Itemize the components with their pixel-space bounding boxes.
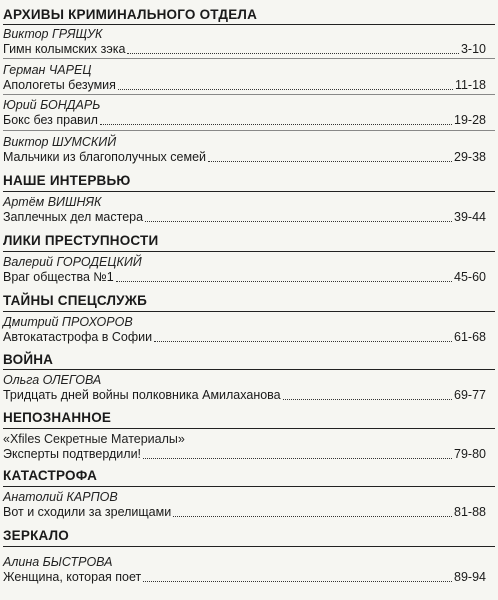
entry-divider — [3, 58, 495, 59]
section-interview — [0, 173, 498, 189]
entry-pages: 3-10 — [460, 42, 486, 56]
section-divider — [3, 546, 495, 547]
entry-divider — [3, 130, 495, 131]
section-title: ЗЕРКАЛО — [3, 528, 69, 543]
entry-line — [3, 42, 486, 57]
section-divider — [3, 486, 495, 487]
dot-leader — [127, 53, 459, 54]
section-title: ВОЙНА — [3, 352, 54, 367]
section-catastrophe — [0, 468, 498, 484]
entry-pages: 89-94 — [454, 570, 486, 584]
entry-title: Бокс без правил — [3, 113, 98, 127]
entry-pages: 69-77 — [454, 388, 486, 402]
entry-title: Враг общества №1 — [3, 270, 114, 284]
entry-author: Валерий ГОРОДЕЦКИЙ — [3, 255, 142, 269]
entry-title: Вот и сходили за зрелищами — [3, 505, 172, 519]
entry-title: Гимн колымских зэка — [3, 42, 126, 56]
dot-leader — [143, 581, 452, 582]
toc-entry — [0, 373, 498, 402]
section-war — [0, 352, 498, 368]
entry-author: Герман ЧАРЕЦ — [3, 63, 92, 77]
entry-divider — [3, 94, 495, 95]
entry-pages: 29-38 — [454, 150, 486, 164]
section-faces-of-crime — [0, 233, 498, 249]
section-title: АРХИВЫ КРИМИНАЛЬНОГО ОТДЕЛА — [3, 7, 258, 22]
entry-author: Виктор ГРЯЩУК — [3, 27, 103, 41]
dot-leader — [116, 281, 452, 282]
toc-entry — [0, 135, 498, 164]
entry-title: Заплечных дел мастера — [3, 210, 144, 224]
toc-entry — [0, 490, 498, 519]
toc-entry — [0, 98, 498, 127]
entry-pages: 79-80 — [454, 447, 486, 461]
section-divider — [3, 24, 495, 25]
entry-line — [3, 113, 486, 128]
toc-entry — [0, 255, 498, 284]
entry-author: Артём ВИШНЯК — [3, 195, 102, 209]
section-divider — [3, 428, 495, 429]
entry-line — [3, 330, 486, 345]
section-divider — [3, 191, 495, 192]
entry-title: Эксперты подтвердили! — [3, 447, 142, 461]
entry-line — [3, 388, 486, 403]
entry-title: Автокатастрофа в Софии — [3, 330, 153, 344]
toc-entry — [0, 315, 498, 344]
toc-entry — [0, 195, 498, 224]
entry-line — [3, 150, 486, 165]
entry-pages: 61-68 — [454, 330, 486, 344]
section-title: ЛИКИ ПРЕСТУПНОСТИ — [3, 233, 159, 248]
section-mirror — [0, 528, 498, 544]
section-divider — [3, 251, 495, 252]
entry-line — [3, 210, 486, 225]
dot-leader — [283, 399, 452, 400]
section-special-services — [0, 293, 498, 309]
section-title: НЕПОЗНАННОЕ — [3, 410, 112, 425]
entry-author: Виктор ШУМСКИЙ — [3, 135, 117, 149]
entry-author: Дмитрий ПРОХОРОВ — [3, 315, 133, 329]
entry-author: Алина БЫСТРОВА — [3, 555, 113, 569]
section-divider — [3, 311, 495, 312]
entry-author: Анатолий КАРПОВ — [3, 490, 118, 504]
entry-pages: 11-18 — [454, 78, 486, 92]
entry-line — [3, 570, 486, 585]
toc-entry — [0, 27, 498, 56]
dot-leader — [145, 221, 452, 222]
dot-leader — [100, 124, 452, 125]
entry-pages: 45-60 — [454, 270, 486, 284]
section-title: КАТАСТРОФА — [3, 468, 98, 483]
entry-pages: 81-88 — [454, 505, 486, 519]
entry-line — [3, 78, 486, 93]
section-divider — [3, 369, 495, 370]
entry-title: Апологеты безумия — [3, 78, 116, 92]
dot-leader — [154, 341, 452, 342]
entry-line — [3, 447, 486, 462]
section-title: НАШЕ ИНТЕРВЬЮ — [3, 173, 131, 188]
section-title: ТАЙНЫ СПЕЦСЛУЖБ — [3, 293, 148, 308]
section-unknown — [0, 410, 498, 426]
entry-title: Мальчики из благополучных семей — [3, 150, 207, 164]
entry-line — [3, 270, 486, 285]
dot-leader — [208, 161, 452, 162]
entry-pages: 39-44 — [454, 210, 486, 224]
dot-leader — [118, 89, 453, 90]
dot-leader — [173, 516, 452, 517]
section-archives — [0, 7, 498, 23]
toc-entry — [0, 432, 498, 461]
entry-pages: 19-28 — [454, 113, 486, 127]
toc-entry — [0, 555, 498, 584]
entry-title: Тридцать дней войны полковника Амилаханова — [3, 388, 281, 402]
entry-author: Юрий БОНДАРЬ — [3, 98, 101, 112]
entry-author: «Xfiles Секретные Материалы» — [3, 432, 185, 446]
dot-leader — [143, 458, 452, 459]
entry-author: Ольга ОЛЕГОВА — [3, 373, 102, 387]
entry-title: Женщина, которая поет — [3, 570, 142, 584]
entry-line — [3, 505, 486, 520]
toc-entry — [0, 63, 498, 92]
